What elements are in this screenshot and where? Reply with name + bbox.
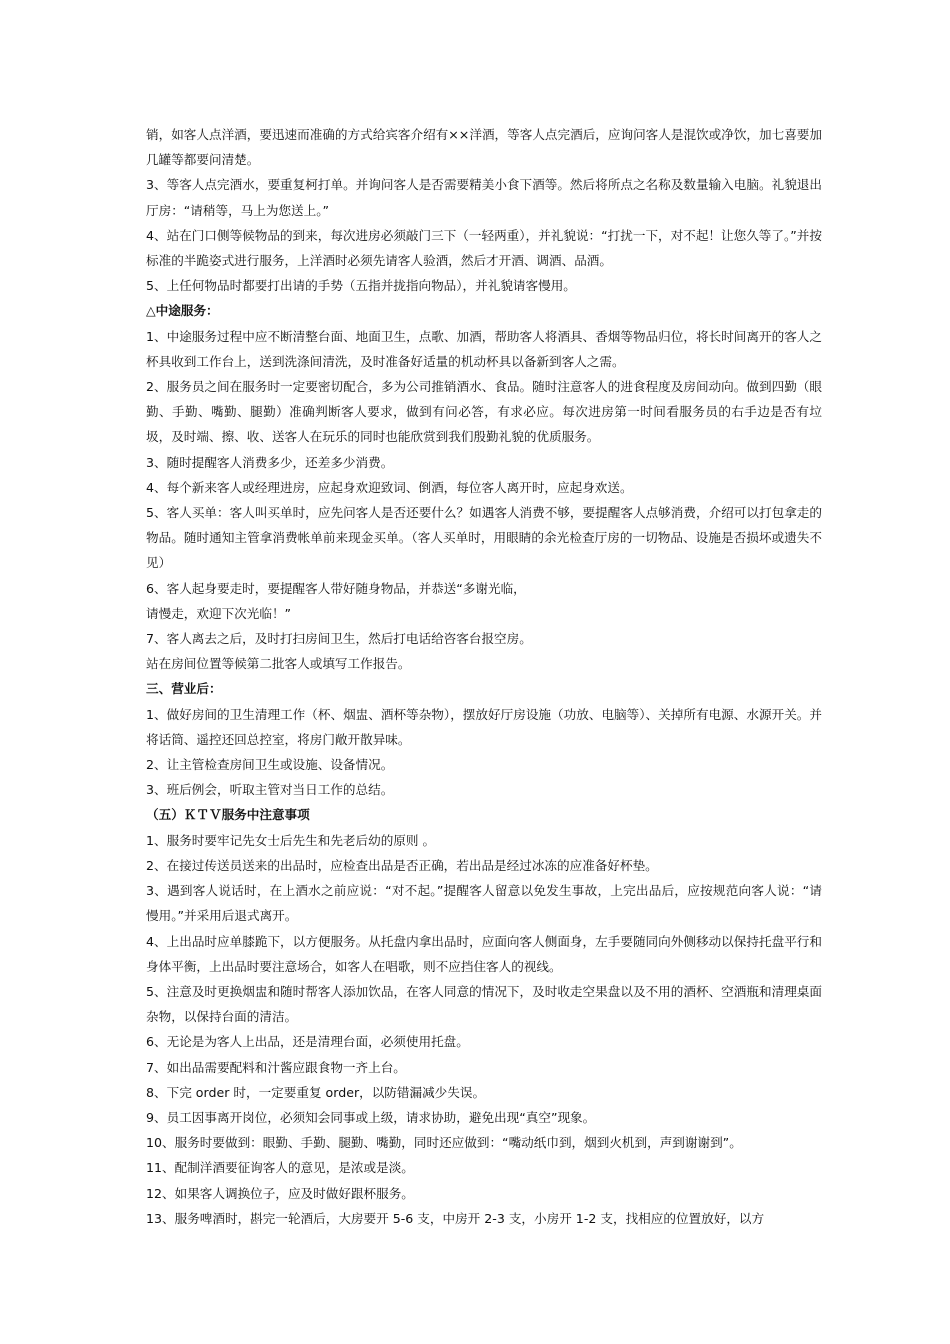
- text-line: 4、站在门口侧等候物品的到来，每次进房必须敲门三下（一轻两重），并礼貌说：“打扰一下，对不起！让您久等了。”并按标准的半跪姿式进行服务，上洋酒时必须先请客人验酒，然后才开酒、调酒、品酒。: [146, 227, 822, 269]
- text-line: 1、中途服务过程中应不断清整台面、地面卫生，点歌、加酒，帮助客人将酒具、香烟等物品归位，将长时间离开的客人之杯具收到工作台上，送到洗涤间清洗，及时准备好适量的机动杯具以备新到客人之需。: [146, 328, 822, 369]
- text-line: 6、客人起身要走时，要提醒客人带好随身物品，并恭送“多谢光临，: [146, 580, 526, 596]
- text-line: 9、员工因事离开岗位，必须知会同事或上级，请求协助，避免出现“真空”现象。: [146, 1109, 596, 1125]
- text-line: 12、如果客人调换位子，应及时做好跟杯服务。: [146, 1185, 414, 1201]
- text-line: 请慢走，欢迎下次光临！”: [146, 605, 292, 621]
- text-line: 11、配制洋酒要征询客人的意见，是浓或是淡。: [146, 1160, 414, 1176]
- text-line: 13、服务啤酒时，斟完一轮酒后，大房要开 5-6 支，中房开 2-3 支，小房开 1-2 支，找相应的位置放好，以方: [146, 1210, 765, 1226]
- text-line: 5、客人买单：客人叫买单时，应先问客人是否还要什么？如遇客人消费不够，要提醒客人点够消费，介绍可以打包拿走的物品。随时通知主管拿消费帐单前来现金买单。（客人买单时，用眼睛的余光检查厅房的一切物品、设施是否损坏或遗失不见）: [146, 505, 822, 571]
- text-line: 销，如客人点洋酒，要迅速而准确的方式给宾客介绍有××洋酒，等客人点完酒后，应询问客人是混饮或净饮，加七喜要加几罐等都要问清楚。: [146, 127, 822, 168]
- text-line: 站在房间位置等候第二批客人或填写工作报告。: [146, 656, 411, 672]
- text-line: 3、遇到客人说话时，在上酒水之前应说：“对不起。”提醒客人留意以免发生事故，上完出品后，应按规范向客人说：“请慢用。”并采用后退式离开。: [146, 883, 822, 924]
- text-line: 4、上出品时应单膝跪下，以方便服务。从托盘内拿出品时，应面向客人侧面身，左手要随同向外侧移动以保持托盘平行和身体平衡，上出品时要注意场合，如客人在唱歌，则不应挡住客人的视线。: [146, 933, 822, 974]
- text-line: 3、班后例会，听取主管对当日工作的总结。: [146, 782, 394, 798]
- section-heading-ktv-notes: （五）ＫＴＶ服务中注意事项: [146, 807, 310, 823]
- section-heading-after-hours: 三、营业后：: [146, 681, 222, 697]
- text-line: 10、服务时要做到：眼勤、手勤、腿勤、嘴勤，同时还应做到：“嘴动纸巾到，烟到火机到，声到谢谢到”。: [146, 1135, 742, 1151]
- text-line: 8、下完 order 时，一定要重复 order，以防错漏减少失误。: [146, 1084, 486, 1100]
- text-line: 3、随时提醒客人消费多少，还差多少消费。: [146, 454, 394, 470]
- text-line: 2、在接过传送员送来的出品时，应检查出品是否正确，若出品是经过冰冻的应准备好杯垫。: [146, 857, 658, 873]
- text-line: 6、无论是为客人上出品，还是清理台面，必须使用托盘。: [146, 1034, 469, 1050]
- text-line: 2、让主管检查房间卫生或设施、设备情况。: [146, 757, 394, 773]
- text-line: 3、等客人点完酒水，要重复柯打单。并询问客人是否需要精美小食下酒等。然后将所点之名称及数量输入电脑。礼貌退出厅房：“请稍等，马上为您送上。”: [146, 177, 822, 218]
- text-line: 4、每个新来客人或经理进房，应起身欢迎致词、倒酒，每位客人离开时，应起身欢送。: [146, 479, 633, 495]
- text-line: 7、客人离去之后，及时打扫房间卫生，然后打电话给咨客台报空房。: [146, 631, 532, 647]
- section-heading-midway-service: △中途服务：: [146, 303, 219, 319]
- text-line: 2、服务员之间在服务时一定要密切配合，多为公司推销酒水、食品。随时注意客人的进食程度及房间动向。做到四勤（眼勤、手勤、嘴勤、腿勤）准确判断客人要求，做到有问必答，有求必应。每次进房第一时间看服务员的右手边是否有垃圾，及时端、擦、收、送客人在玩乐的同时也能欣赏到我们殷勤礼貌的优质服务。: [146, 379, 822, 445]
- text-line: 7、如出品需要配料和汁酱应跟食物一齐上台。: [146, 1059, 406, 1075]
- text-line: 5、上任何物品时都要打出请的手势（五指并拢指向物品），并礼貌请客慢用。: [146, 278, 576, 294]
- document-page: [146, 122, 822, 1231]
- text-line: 5、注意及时更换烟盅和随时帮客人添加饮品，在客人同意的情况下，及时收走空果盘以及不用的酒杯、空酒瓶和清理桌面杂物，以保持台面的清洁。: [146, 983, 822, 1025]
- text-line: 1、服务时要牢记先女士后先生和先老后幼的原则 。: [146, 832, 436, 848]
- text-line: 1、做好房间的卫生清理工作（杯、烟盅、酒杯等杂物），摆放好厅房设施（功放、电脑等）、关掉所有电源、水源开关。并将话筒、遥控还回总控室，将房门敞开散异味。: [146, 706, 822, 747]
